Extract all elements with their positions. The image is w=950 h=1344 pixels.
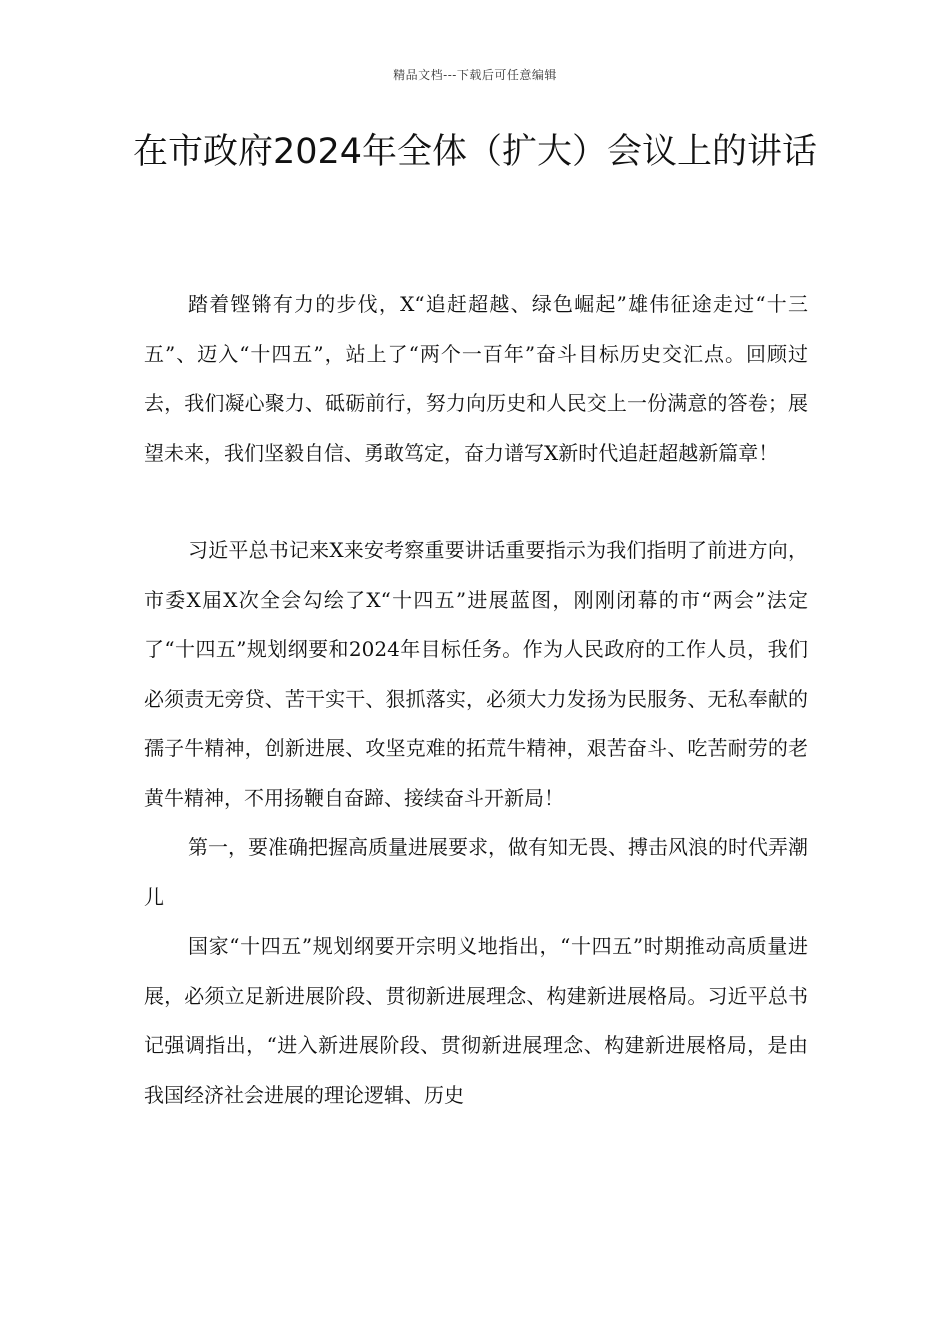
paragraph: 国家“十四五”规划纲要开宗明义地指出，“十四五”时期推动高质量进展，必须立足新进展阶段、贯彻新进展理念、构建新进展格局。习近平总书记强调指出，“进入新进展阶段、贯彻新进展理念、构建新进展格局，是由我国经济社会进展的理论逻辑、历史 <box>144 934 808 1107</box>
document-body <box>144 280 808 1120</box>
paragraph: 踏着铿锵有力的步伐，X“追赶超越、绿色崛起”雄伟征途走过“十三五”、迈入“十四五”，站上了“两个一百年”奋斗目标历史交汇点。回顾过去，我们凝心聚力、砥砺前行，努力向历史和人民交上一份满意的答卷；展望未来，我们坚毅自信、勇敢笃定，奋力谱写X新时代追赶超越新篇章！ <box>144 292 808 465</box>
header-note: 精品文档---下载后可任意编辑 <box>393 68 557 82</box>
paragraph: 习近平总书记来X来安考察重要讲话重要指示为我们指明了前进方向，市委X届X次全会勾绘了X“十四五”进展蓝图，刚刚闭幕的市“两会”法定了“十四五”规划纲要和2024年目标任务。作为人民政府的工作人员，我们必须责无旁贷、苦干实干、狠抓落实，必须大力发扬为民服务、无私奉献的孺子牛精神，创新进展、攻坚克难的拓荒牛精神，艰苦奋斗、吃苦耐劳的老黄牛精神，不用扬鞭自奋蹄、接续奋斗开新局！ <box>144 538 808 810</box>
document-title: 在市政府2024年全体（扩大）会议上的讲话 <box>132 132 818 172</box>
section-heading: 第一，要准确把握高质量进展要求，做有知无畏、搏击风浪的时代弄潮儿 <box>144 835 808 909</box>
paragraph-gap <box>144 478 808 526</box>
